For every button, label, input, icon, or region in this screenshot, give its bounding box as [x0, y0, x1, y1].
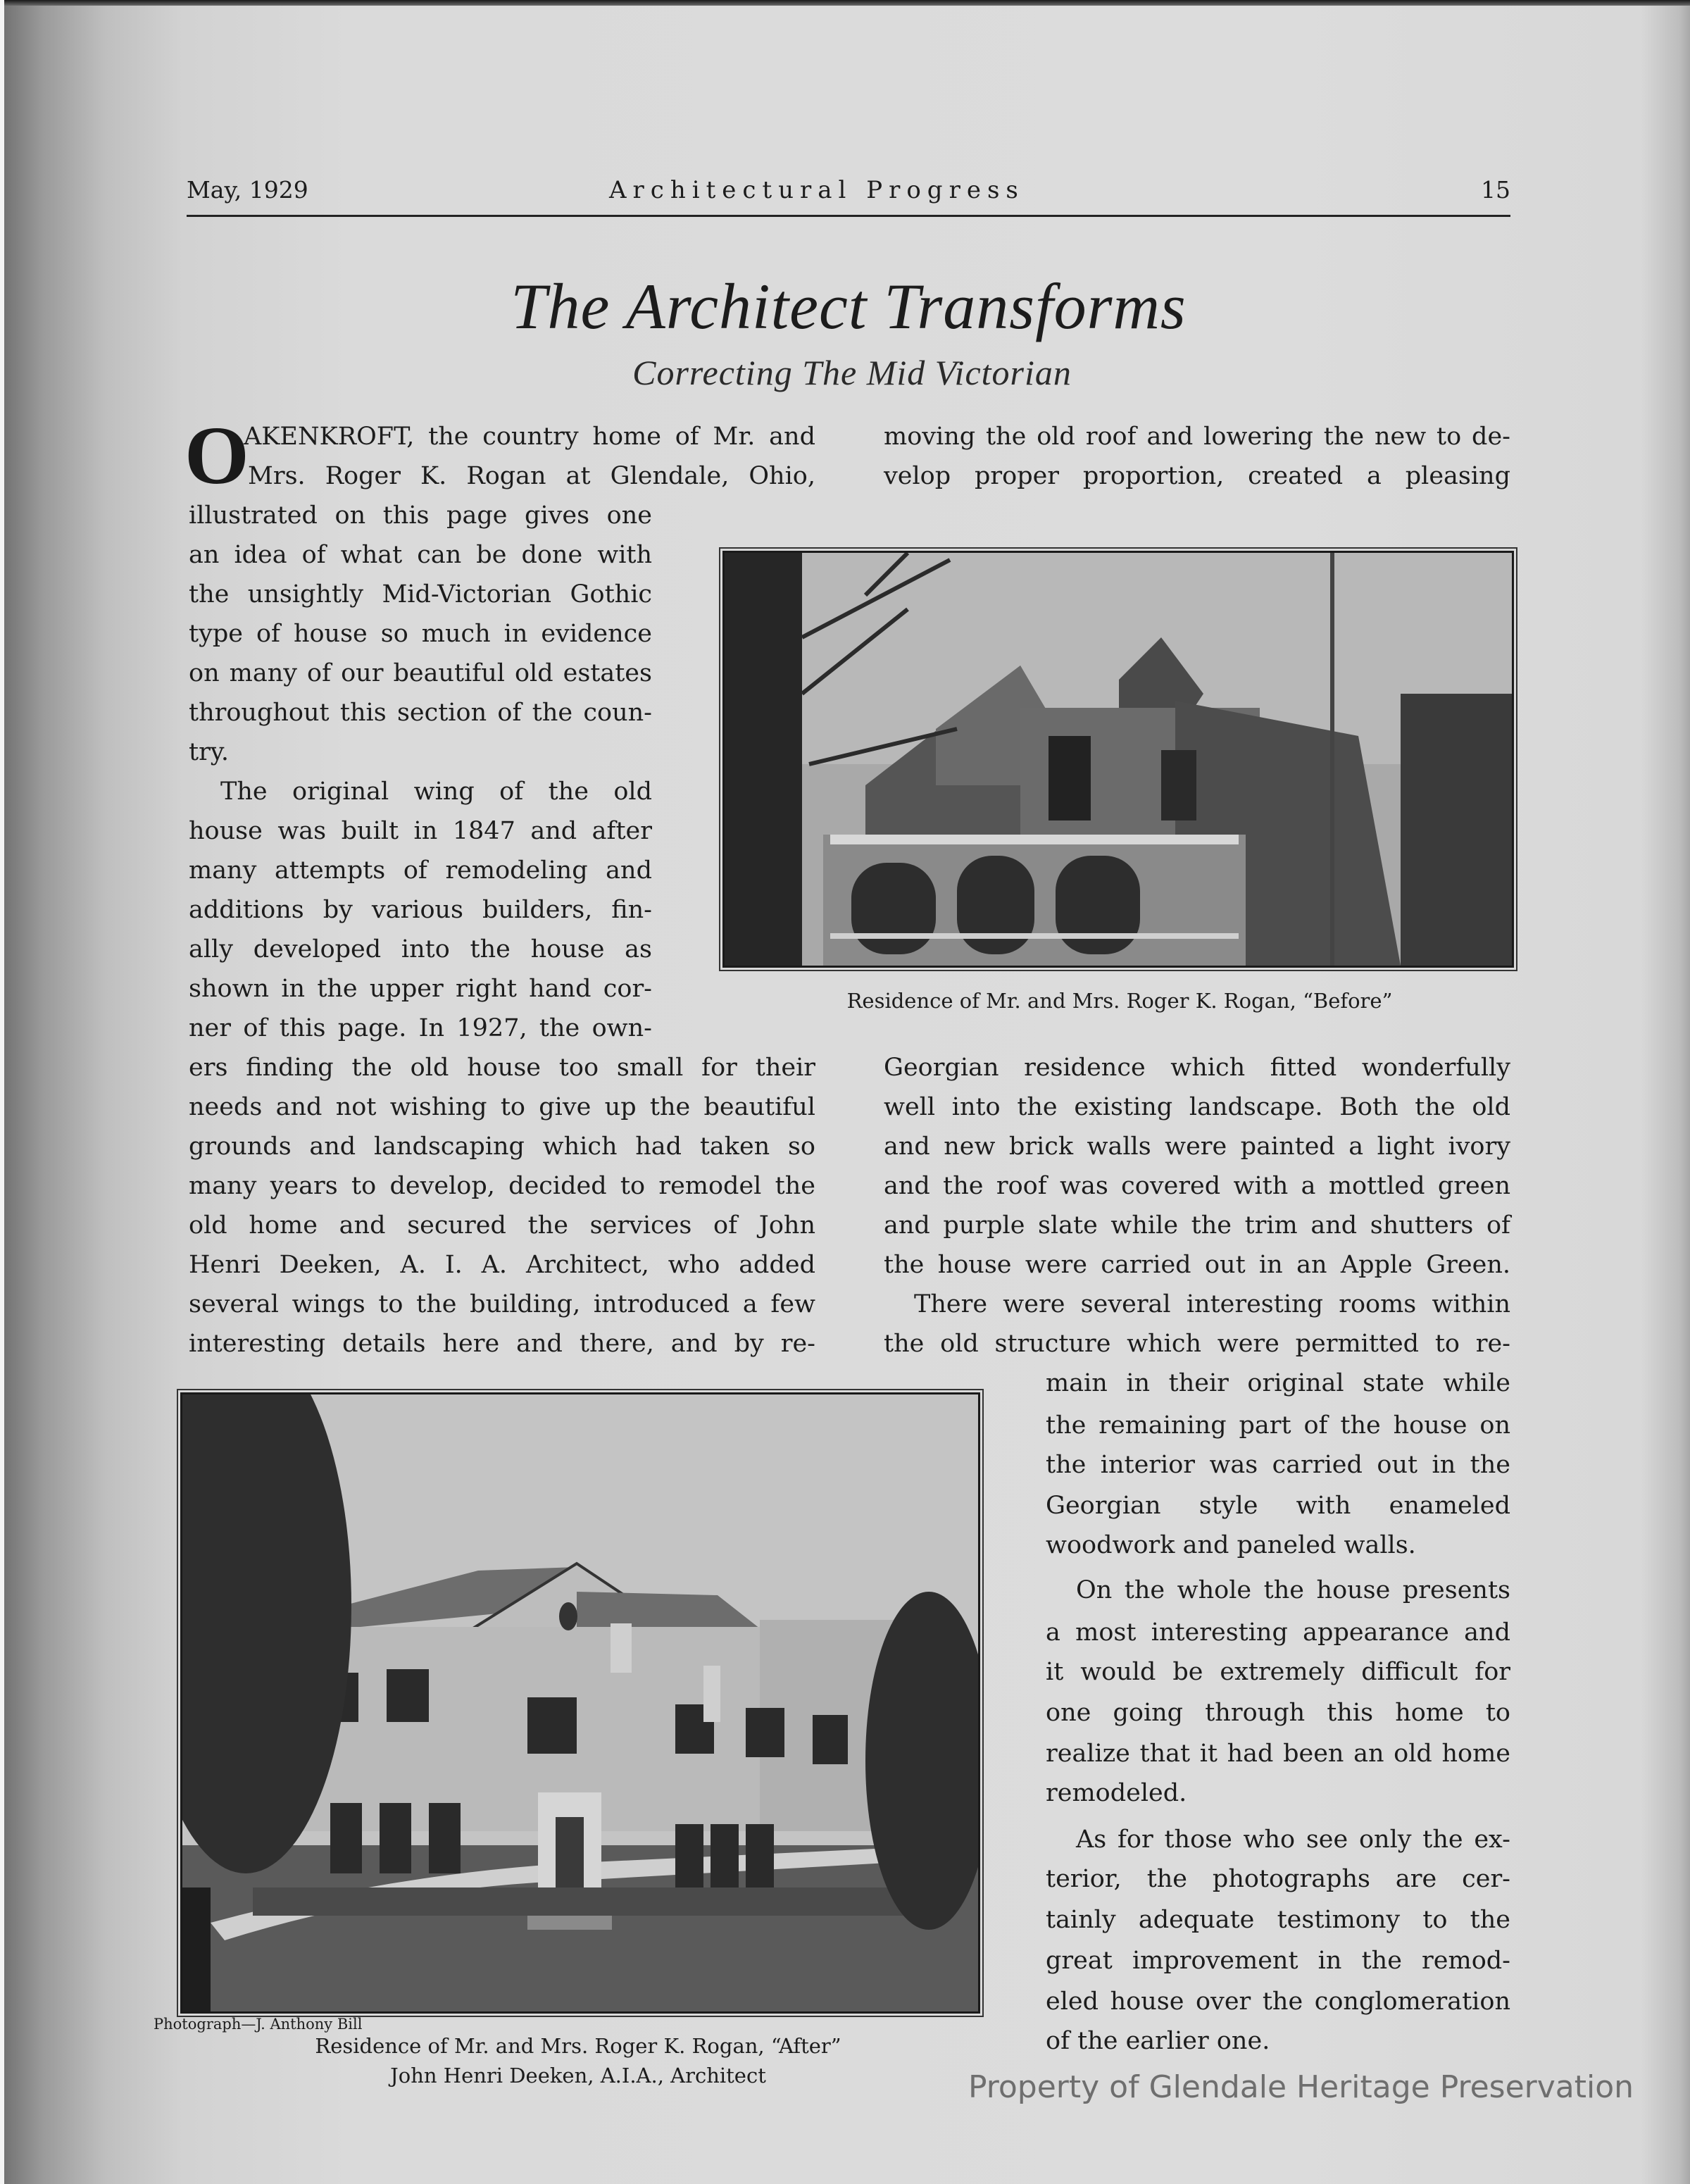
header-page-number: 15	[1481, 176, 1510, 204]
photo-credit: Photograph—J. Anthony Bill	[154, 2016, 363, 2033]
text-line: velop proper proportion, created a pleasing	[884, 462, 1510, 490]
text-line: There were several interesting rooms within	[914, 1290, 1510, 1318]
text-line: on many of our beautiful old estates	[189, 659, 652, 687]
text-line: illustrated on this page gives one	[189, 501, 652, 530]
after-photo	[180, 1392, 980, 2014]
text-line: of the earlier one.	[1046, 2027, 1270, 2055]
text-line: great improvement in the remod-	[1046, 1947, 1510, 1975]
text-line: As for those who see only the ex-	[1076, 1826, 1510, 1854]
text-line: interesting details here and there, and by re-	[189, 1330, 815, 1358]
text-line: Henri Deeken, A. I. A. Architect, who added	[189, 1251, 815, 1279]
text-line: On the whole the house presents	[1076, 1576, 1510, 1604]
header-date: May, 1929	[187, 176, 308, 204]
header-publication: Architectural Progress	[609, 176, 1025, 204]
text-line: a most interesting appearance and	[1046, 1618, 1510, 1647]
text-line: Mrs. Roger K. Rogan at Glendale, Ohio,	[248, 462, 815, 490]
text-line: the old structure which were permitted to re-	[884, 1330, 1510, 1358]
text-line: Georgian style with enameled	[1046, 1492, 1510, 1520]
text-line: realize that it had been an old home	[1046, 1740, 1510, 1768]
before-photo-caption: Residence of Mr. and Mrs. Roger K. Rogan, “Before”	[846, 989, 1393, 1013]
text-line: main in their original state while	[1046, 1369, 1510, 1397]
text-line: the interior was carried out in the	[1046, 1451, 1510, 1479]
text-line: try.	[189, 738, 230, 766]
text-line: grounds and landscaping which had taken so	[189, 1132, 815, 1161]
text-line: throughout this section of the coun-	[189, 699, 652, 727]
text-line: old home and secured the services of John	[189, 1211, 815, 1240]
text-line: many years to develop, decided to remodel the	[189, 1172, 815, 1200]
text-line: the house were carried out in an Apple Green.	[884, 1251, 1510, 1279]
text-line: and new brick walls were painted a light ivory	[884, 1132, 1510, 1161]
after-photo-caption: Residence of Mr. and Mrs. Roger K. Rogan, “After”	[315, 2034, 841, 2058]
text-line: several wings to the building, introduced a few	[189, 1290, 815, 1318]
text-line: the unsightly Mid-Victorian Gothic	[189, 580, 652, 609]
header-rule	[187, 215, 1510, 217]
text-line: AKENKROFT, the country home of Mr. and	[244, 423, 815, 451]
text-line: shown in the upper right hand cor-	[189, 975, 652, 1003]
scan-top-edge	[0, 0, 1690, 6]
text-line: house was built in 1847 and after	[189, 817, 652, 845]
text-line: tainly adequate testimony to the	[1046, 1906, 1510, 1934]
text-line: and purple slate while the trim and shutters of	[884, 1211, 1510, 1240]
text-line: additions by various builders, fin-	[189, 896, 652, 924]
text-line: ers finding the old house too small for their	[189, 1054, 815, 1082]
text-line: ally developed into the house as	[189, 935, 652, 963]
text-line: type of house so much in evidence	[189, 620, 652, 648]
watermark: Property of Glendale Heritage Preservation	[968, 2069, 1634, 2105]
text-line: remodeled.	[1046, 1779, 1187, 1807]
text-line: The original wing of the old	[220, 778, 652, 806]
text-line: eled house over the conglomeration	[1046, 1988, 1510, 2016]
text-line: well into the existing landscape. Both the old	[884, 1093, 1510, 1121]
article-subtitle: Correcting The Mid Victorian	[632, 353, 1072, 392]
text-line: woodwork and paneled walls.	[1046, 1531, 1416, 1559]
drop-cap: O	[184, 409, 249, 501]
text-line: needs and not wishing to give up the beautiful	[189, 1093, 815, 1121]
text-line: many attempts of remodeling and	[189, 856, 652, 885]
text-line: an idea of what can be done with	[189, 541, 652, 569]
text-line: one going through this home to	[1046, 1699, 1510, 1727]
text-line: Georgian residence which fitted wonderfully	[884, 1054, 1510, 1082]
text-line: ner of this page. In 1927, the own-	[189, 1014, 652, 1042]
victorian-house-image	[725, 553, 1512, 966]
article-title: The Architect Transforms	[511, 270, 1187, 342]
text-line: and the roof was covered with a mottled green	[884, 1172, 1510, 1200]
text-line: terior, the photographs are cer-	[1046, 1865, 1510, 1893]
georgian-house-image	[182, 1394, 978, 2011]
text-line: moving the old roof and lowering the new to de-	[884, 423, 1510, 451]
before-photo	[722, 551, 1514, 968]
architect-credit: John Henri Deeken, A.I.A., Architect	[390, 2064, 766, 2088]
text-line: it would be extremely difficult for	[1046, 1658, 1510, 1686]
text-line: the remaining part of the house on	[1046, 1411, 1510, 1440]
